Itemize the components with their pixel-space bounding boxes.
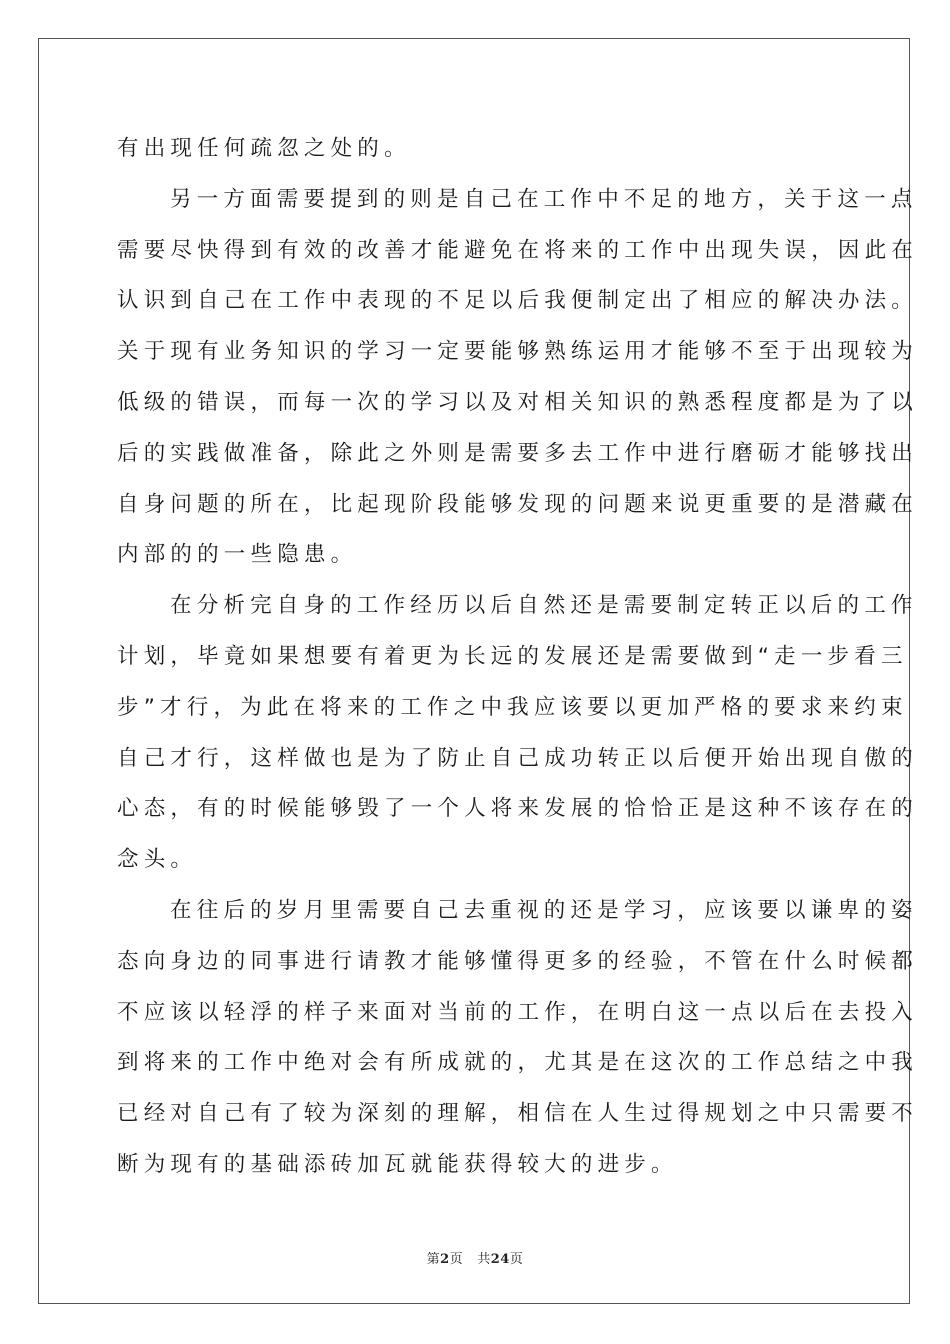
text-line: 有出现任何疏忽之处的。 [117,136,411,161]
text-line: 认识到自己在工作中表现的不足以后我便制定出了相应的解决办法。 [117,288,919,314]
text-line: 已经对自己有了较为深刻的理解，相信在人生过得规划之中只需要不 [117,1101,919,1127]
text-line: 内部的的一些隐患。 [117,542,358,568]
text-line: 步”才行，为此在将来的工作之中我应该要以更加严格的要求来约束 [117,694,908,720]
page-label-prefix: 第 [426,1252,441,1267]
text-line: 态向身边的同事进行请教才能够懂得更多的经验，不管在什么时候都 [117,948,919,974]
text-line: 计划，毕竟如果想要有着更为长远的发展还是需要做到“走一步看三 [117,643,908,669]
total-label-suffix: 页 [509,1252,524,1267]
text-line: 在分析完自身的工作经历以后自然还是需要制定转正以后的工作 [170,593,918,619]
page-label-suffix: 页 [449,1252,464,1267]
text-line: 自身问题的所在，比起现阶段能够发现的问题来说更重要的是潜藏在 [117,491,919,517]
text-line: 自己才行，这样做也是为了防止自己成功转正以后便开始出现自傲的 [117,745,919,771]
document-body [117,124,919,1191]
text-line: 念头。 [117,847,198,873]
text-line: 关于现有业务知识的学习一定要能够熟练运用才能够不至于出现较为 [117,339,919,365]
text-line: 低级的错误，而每一次的学习以及对相关知识的熟悉程度都是为了以 [117,389,919,415]
current-page-number: 2 [440,1252,450,1267]
text-line: 在往后的岁月里需要自己去重视的还是学习，应该要以谦卑的姿 [170,897,918,923]
total-label-prefix: 共 [477,1252,491,1267]
text-line: 另一方面需要提到的则是自己在工作中不足的地方，关于这一点 [170,186,918,212]
text-line: 不应该以轻浮的样子来面对当前的工作，在明白这一点以后在去投入 [117,999,919,1025]
text-line: 后的实践做准备，除此之外则是需要多去工作中进行磨砺才能够找出 [117,440,919,466]
text-line: 需要尽快得到有效的改善才能避免在将来的工作中出现失误，因此在 [117,237,919,263]
text-line: 心态，有的时候能够毁了一个人将来发展的恰恰正是这种不该存在的 [117,796,919,822]
total-page-count: 24 [490,1252,510,1267]
page-footer [0,1248,950,1267]
text-line: 断为现有的基础添砖加瓦就能获得较大的进步。 [117,1151,678,1177]
text-line: 到将来的工作中绝对会有所成就的，尤其是在这次的工作总结之中我 [117,1050,919,1076]
